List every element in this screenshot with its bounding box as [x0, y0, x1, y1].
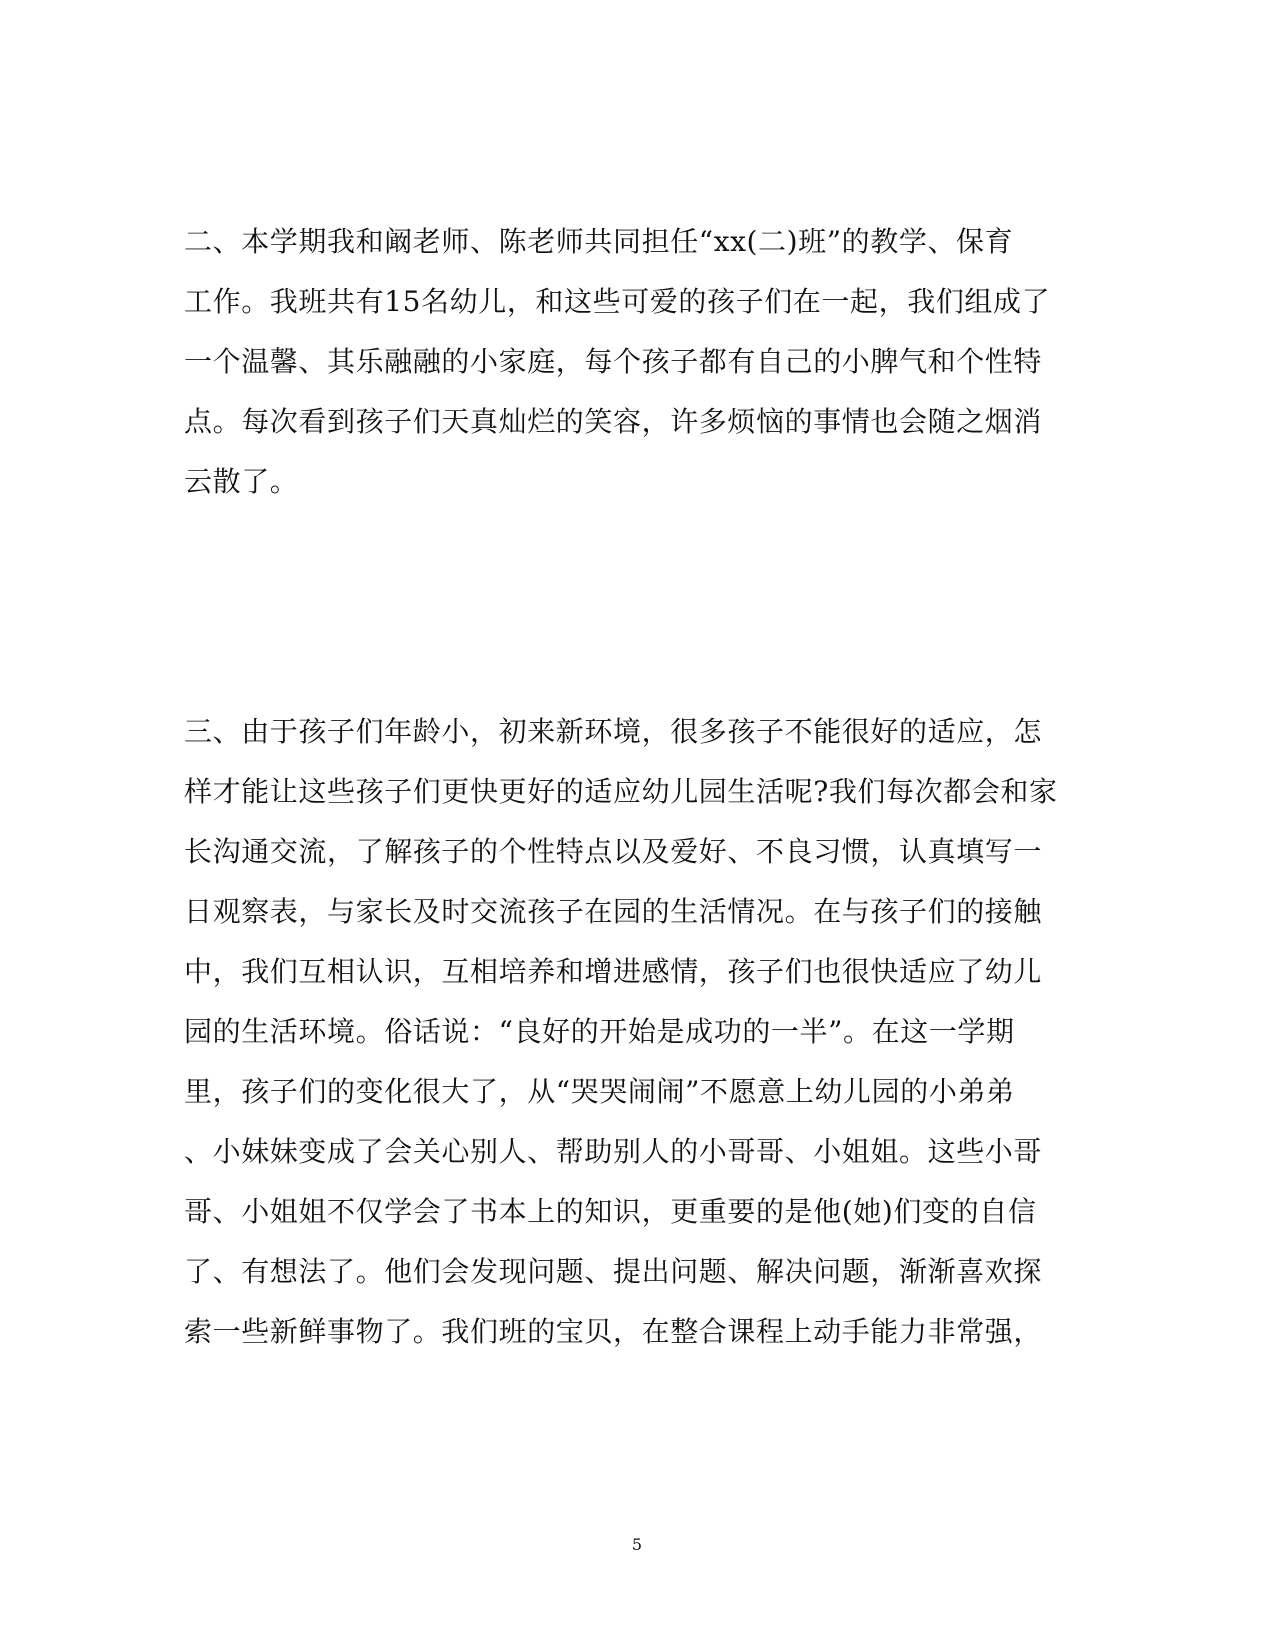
text-line: 二、本学期我和阚老师、陈老师共同担任“xx(二)班”的教学、保育: [184, 225, 1014, 258]
text-line: 索一些新鲜事物了。我们班的宝贝，在整合课程上动手能力非常强，: [184, 1315, 1043, 1348]
text-line: 长沟通交流，了解孩子的个性特点以及爱好、不良习惯，认真填写一: [184, 835, 1043, 868]
text-line: 一个温馨、其乐融融的小家庭，每个孩子都有自己的小脾气和个性特: [184, 345, 1043, 378]
text-line: 、小妹妹变成了会关心别人、帮助别人的小哥哥、小姐姐。这些小哥: [184, 1135, 1043, 1168]
text-line: 园的生活环境。俗话说：“良好的开始是成功的一半”。在这一学期: [184, 1015, 1015, 1048]
text-line: 点。每次看到孩子们天真灿烂的笑容，许多烦恼的事情也会随之烟消: [184, 405, 1043, 438]
text-line: 云散了。: [184, 465, 299, 498]
text-line: 里，孩子们的变化很大了，从“哭哭闹闹”不愿意上幼儿园的小弟弟: [184, 1075, 1015, 1108]
text-line: 样才能让这些孩子们更快更好的适应幼儿园生活呢?我们每次都会和家: [184, 775, 1058, 808]
text-line: 哥、小姐姐不仅学会了书本上的知识，更重要的是他(她)们变的自信: [184, 1195, 1037, 1228]
text-line: 了、有想法了。他们会发现问题、提出问题、解决问题，渐渐喜欢探: [184, 1255, 1043, 1288]
page-number: 5: [631, 1535, 643, 1554]
text-line: 日观察表，与家长及时交流孩子在园的生活情况。在与孩子们的接触: [184, 895, 1043, 928]
text-line: 三、由于孩子们年龄小，初来新环境，很多孩子不能很好的适应，怎: [184, 715, 1043, 748]
text-line: 工作。我班共有15名幼儿，和这些可爱的孩子们在一起，我们组成了: [184, 285, 1051, 318]
text-line: 中，我们互相认识，互相培养和增进感情，孩子们也很快适应了幼儿: [184, 955, 1043, 988]
